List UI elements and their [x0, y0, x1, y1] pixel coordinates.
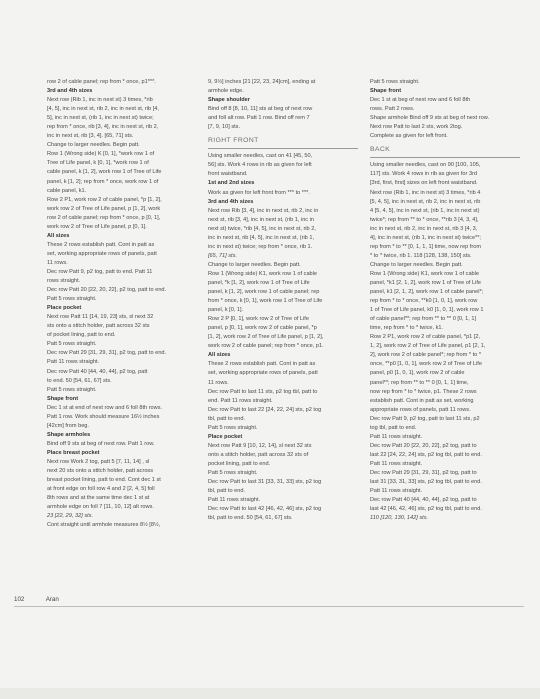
subheading: 3rd and 4th sizes	[208, 198, 254, 205]
text-line: panel, k1 [2, 1, 2], work row 1 of cable panel*;	[370, 289, 484, 296]
text-line: Patt 11 rows straight.	[370, 460, 423, 467]
text-line: next 20 sts onto a stitch holder, patt across	[47, 468, 154, 475]
text-line: tbl, patt to end. 50 [54, 61, 67] sts.	[208, 515, 293, 522]
text-line: 4 [5, 4, 5], inc in next st, (rib 1, inc in next st)	[370, 207, 480, 214]
text-line: Using smaller needles, cast on 41 [45, 50,	[208, 153, 313, 160]
text-line: panel**; rep from ** to ** 0 [0, 1, 1] time,	[370, 379, 469, 386]
text-line: Bind off 8 [8, 10, 11] sts at beg of next row	[208, 106, 313, 113]
text-line: row 2 of cable panel; rep from * once, p [0, 1],	[47, 214, 161, 221]
text-line: inc in next st) twice; rep from * once, rib 1.	[208, 243, 313, 250]
text-line: Patt 11 rows straight.	[370, 488, 423, 495]
subheading: 1st and 2nd sizes	[208, 180, 255, 187]
text-line: tbl, patt to end.	[208, 488, 246, 495]
text-line: 4], inc in next st, (rib 1, inc in next st) twice**;	[370, 234, 481, 241]
text-line: Change to larger needles. Begin patt.	[208, 261, 301, 268]
text-line: onto a stitch holder, patt across 32 sts of	[208, 451, 309, 458]
text-line: Patt 11 rows straight.	[208, 497, 261, 504]
text-line: panel, k [0, 1].	[208, 307, 244, 314]
text-line: Dec row Patt 29 [31, 29, 31], p2 tog, patt to end.	[47, 350, 167, 357]
text-line: armhole edge on foll 7 [11, 10, 12] alt rows.	[47, 504, 154, 511]
text-line: Tree of Life panel, k [0, 1], *work row 1 of	[47, 160, 149, 167]
text-line: Dec 1 st at end of next row and 6 foll 8th rows.	[47, 404, 163, 411]
text-line: Cont straight until armhole measures 8½ [8½,	[47, 522, 161, 529]
text-line: Row 2 P1, work row 2 of cable panel, *p1 [2,	[370, 334, 481, 341]
text-line: Dec row Patt 20 [22, 20, 22], p2 tog, patt to	[370, 442, 477, 449]
subheading: 3rd and 4th sizes	[47, 88, 93, 95]
text-line: 9, 9½] inches [21 [22, 23, 24]cm], ending at	[208, 79, 316, 85]
text-line: Dec row Patt 9, p2 tog, patt to last 11 sts, p2	[370, 415, 480, 422]
text-line: now rep from * to * twice, p1. These 2 rows	[370, 388, 477, 395]
section-divider	[208, 148, 358, 149]
text-line: Next row Patt 9 [10, 12, 14], sl next 32 sts	[208, 442, 312, 449]
text-line: last 31 [33, 31, 33] sts, p2 tog tbl, patt to end.	[370, 479, 482, 486]
text-line: establish patt. Cont in patt as set, working	[370, 397, 474, 404]
text-line: 5], inc in next st, (rib 1, inc in next st) twice;	[47, 115, 154, 122]
text-line: Dec row Patt to last 11 sts, p2 tog tbl, patt to	[208, 388, 318, 395]
text-line: work row 2 of cable panel; rep from * once, p1.	[208, 343, 324, 350]
text-line: last 42 [46, 42, 46] sts, p2 tog tbl, patt to end.	[370, 506, 482, 513]
text-line: [42cm] from beg.	[47, 422, 89, 429]
section-heading: RIGHT FRONT	[208, 137, 259, 145]
text-line: Patt 5 rows straight.	[47, 386, 97, 393]
text-line: rep from * to * once, **k0 [1, 0, 1], work row	[370, 298, 478, 305]
text-line: Shape armhole Bind off 9 sts at beg of next row.	[370, 115, 489, 122]
text-line: Bind off 9 sts at beg of next row. Patt 1 row.	[47, 440, 155, 447]
column-middle	[208, 78, 358, 523]
text-line: panel, p [0, 1], work row 2 of cable panel, *p	[208, 325, 317, 332]
text-line: Patt 5 rows straight.	[208, 469, 258, 476]
text-line: inc in next st, rib [3, 4]. [65, 71] sts.	[47, 133, 134, 140]
text-line: Next row Patt 11 [14, 19, 23] sts, sl next 32	[47, 314, 154, 321]
text-line: 11 rows.	[47, 259, 68, 266]
text-line: Using smaller needles, cast on 90 [100, 105,	[370, 162, 481, 169]
text-line: breast pocket lining, patt to end. Cont dec 1 st	[47, 477, 161, 484]
subheading: Shape armholes	[47, 431, 91, 438]
text-line: 8th rows and at the same time dec 1 st at	[47, 495, 150, 502]
text-line: end. Patt 11 rows straight.	[208, 397, 273, 404]
text-line: Dec row Patt to last 22 [24, 22, 24] sts, p2 tog	[208, 406, 322, 413]
text-line: 1, 2], work row 2 of Tree of Life panel, p1 [2, 1,	[370, 343, 486, 350]
text-line: of cable panel**; rep from ** to ** 0 [0, 1, 1]	[370, 316, 477, 323]
text-line: Next row (Rib 1, inc in next st) 3 times, *rib	[47, 97, 153, 104]
text-line: 2], work row 2 of cable panel*; rep from * to *	[370, 352, 481, 359]
text-line: Row 1 (Wrong side) K [0, 1], *work row 1 of	[47, 151, 155, 158]
text-line: Dec row Patt to last 42 [46, 42, 46] sts, p2 tog	[208, 506, 322, 513]
page-footer	[14, 596, 59, 603]
text-line: [3rd, first, first] sizes on left front waistband.	[370, 180, 478, 187]
text-line: Next row (Rib 1, inc in next st) 3 times, *rib 4	[370, 189, 481, 196]
text-line: [7, 9, 10] sts.	[208, 124, 241, 131]
subheading: Place breast pocket	[47, 449, 100, 456]
text-line: These 2 rows establish patt. Cont in patt as	[47, 241, 155, 248]
text-line: Dec row Patt 20 [22, 20, 22], p2 tog, patt to end.	[47, 287, 167, 294]
text-line: panel, p0 [1, 0, 1], work row 2 of cable	[370, 370, 465, 377]
subheading: Shape front	[47, 395, 79, 402]
text-line: [5, 4, 5], inc in next st, rib 2, inc in next st, rib	[370, 198, 481, 205]
text-line: Next row Work 2 tog, patt 5 [7, 11, 14] , sl	[47, 458, 150, 465]
text-line: set, working appropriate rows of panels, patt	[47, 250, 157, 257]
text-line: row 2 of cable panel; rep from * once, p1***.	[47, 79, 156, 85]
text-line: work row 2 of Tree of Life panel, p [0, 1].	[47, 223, 147, 230]
text-line: rows straight.	[47, 278, 81, 285]
subheading: Shape shoulder	[208, 97, 250, 104]
subheading: Shape front	[370, 88, 402, 95]
text-line: * to * twice, rib 1. 118 [128, 138, 150] sts.	[370, 252, 472, 259]
text-line: inc in next st, rib [4, 5], inc in next st, (rib 1,	[208, 234, 315, 241]
page-number: 102	[14, 596, 25, 603]
subheading: All sizes	[47, 232, 70, 239]
footer-divider	[14, 606, 524, 607]
text-line: front waistband.	[208, 171, 248, 178]
text-line: Dec row Patt 29 [31, 29, 31], p2 tog, patt to	[370, 469, 477, 476]
text-line: rep from * to ** [0, 1, 1, 1] time, now rep from	[370, 243, 481, 250]
subheading: All sizes	[208, 352, 231, 359]
text-line: twice*; rep from ** to * once, **rib 3 [4, 3, 4],	[370, 216, 479, 223]
text-line: tog tbl, patt to end.	[370, 424, 417, 431]
page-bottom-edge	[0, 688, 540, 699]
text-line: Dec row Patt 40 [44, 40, 44], p2 tog, patt	[47, 368, 148, 375]
text-line: armhole edge.	[208, 88, 244, 95]
text-line: from * once, k [0, 1], work row 1 of Tree of Life	[208, 298, 323, 305]
text-line: panel, *k1 [2, 1, 2], work row 1 of Tree of Life	[370, 279, 482, 286]
text-line: last 22 [24, 22, 24] sts, p2 tog tbl, patt to end.	[370, 451, 482, 458]
text-line: set, working appropriate rows of panels, patt	[208, 370, 318, 377]
text-line: panel, *k [1, 2], work row 1 of Tree of Life	[208, 279, 310, 286]
text-line: 110 [120, 130, 142] sts.	[370, 515, 429, 522]
text-line: Dec 1 st at beg of next row and 6 foll 8th	[370, 97, 471, 104]
text-line: Row 1 (Wrong side) K1, work row 1 of cable	[208, 270, 318, 277]
text-line: Next row Patt to last 2 sts, work 2tog.	[370, 124, 463, 131]
text-line: rows. Patt 2 rows.	[370, 106, 415, 113]
text-line: appropriate rows of panels, patt 11 rows.	[370, 406, 471, 413]
subheading: Place pocket	[208, 433, 243, 440]
text-line: tbl, patt to end.	[208, 415, 246, 422]
text-line: 23 [22, 29, 32] sts.	[47, 513, 94, 520]
text-line: of pocket lining, patt to end.	[47, 332, 116, 339]
section-heading: BACK	[370, 146, 391, 154]
text-line: 117] sts. Work 4 rows in rib as given for 3rd	[370, 171, 478, 178]
text-line: once, **p0 [1, 0, 1], work row 2 of Tree of Life	[370, 361, 482, 368]
text-line: Dec row Patt 40 [44, 40, 44], p2 tog, patt to	[370, 497, 477, 504]
text-line: Patt 1 row. Work should measure 16½ inches	[47, 413, 160, 420]
column-right	[370, 78, 520, 523]
text-line: to end. 50 [54, 61, 67] sts.	[47, 377, 112, 384]
text-line: work row 2 of Tree of Life panel, p [1, 2], work	[47, 205, 161, 212]
text-line: inc in next st, rib 2, inc in next st, rib 3 [4, 3,	[370, 225, 478, 232]
text-line: Complete as given for left front.	[370, 133, 448, 140]
text-line: 1 of Tree of Life panel, k0 [1, 0, 1], work row 1	[370, 307, 484, 314]
text-line: and foll alt row. Patt 1 row. Bind off rem 7	[208, 115, 310, 122]
text-line: next st) twice, *rib [4, 5], inc in next st, rib 2,	[208, 225, 316, 232]
text-line: Change to larger needles. Begin patt.	[370, 261, 463, 268]
text-line: Patt 5 rows straight.	[47, 296, 97, 303]
text-line: Work as given for left front from *** to ***.	[208, 189, 310, 196]
text-line: Patt 11 rows straight.	[370, 433, 423, 440]
text-line: Patt 5 rows straight.	[208, 424, 258, 431]
text-line: These 2 rows establish patt. Cont in patt as	[208, 361, 316, 368]
text-line: rep from * once, rib [3, 4], inc in next st, rib 2,	[47, 124, 159, 131]
subheading: Place pocket	[47, 305, 82, 312]
text-line: Row 2 P [0, 1], work row 2 of Tree of Life	[208, 316, 309, 323]
text-line: [1, 2], work row 2 of Tree of Life panel, p [1, 2],	[208, 334, 324, 341]
text-line: time, rep from * to * twice, k1.	[370, 325, 444, 332]
text-line: Row 2 P1, work row 2 of cable panel, *p [1, 2],	[47, 196, 162, 203]
text-line: next st, rib [3, 4], inc in next st, (rib 1, inc in	[208, 216, 315, 223]
text-line: at front edge on foll row 4 and 2 [2, 4, 5] foll	[47, 486, 155, 493]
text-line: 11 rows.	[208, 379, 229, 386]
section-divider	[370, 157, 520, 158]
text-line: Row 1 (Wrong side) K1, work row 1 of cable	[370, 270, 480, 277]
text-line: panel, k [1, 2], work row 1 of cable panel; rep	[208, 289, 320, 296]
text-line: Patt 5 rows straight.	[47, 341, 97, 348]
text-line: Dec row Patt to last 31 [33, 31, 33] sts, p2 tog	[208, 479, 322, 486]
text-line: cable panel, k [1, 2], work row 1 of Tree of Life	[47, 169, 162, 176]
text-line: 56] sts. Work 4 rows in rib as given for left	[208, 162, 312, 169]
text-line: Change to larger needles. Begin patt.	[47, 142, 140, 149]
text-line: [4, 5], inc in next st, rib 2, inc in next st, rib [4,	[47, 106, 159, 113]
text-line: Dec row Patt 9, p2 tog, patt to end. Patt 11	[47, 268, 153, 275]
text-line: panel, k [1, 2]; rep from * once, work row 1 of	[47, 178, 159, 185]
text-line: Patt 5 rows straight.	[370, 79, 420, 85]
column-left	[47, 78, 197, 530]
text-line: Next row Rib [3, 4], inc in next st, rib 2, inc in	[208, 207, 319, 214]
text-line: cable panel, k1.	[47, 187, 87, 194]
text-line: Patt 11 rows straight.	[47, 359, 100, 366]
text-line: [65, 71] sts.	[208, 252, 237, 259]
book-title: Aran	[45, 596, 59, 603]
text-line: pocket lining, patt to end.	[208, 460, 271, 467]
text-line: sts onto a stitch holder, patt across 32 sts	[47, 323, 150, 330]
